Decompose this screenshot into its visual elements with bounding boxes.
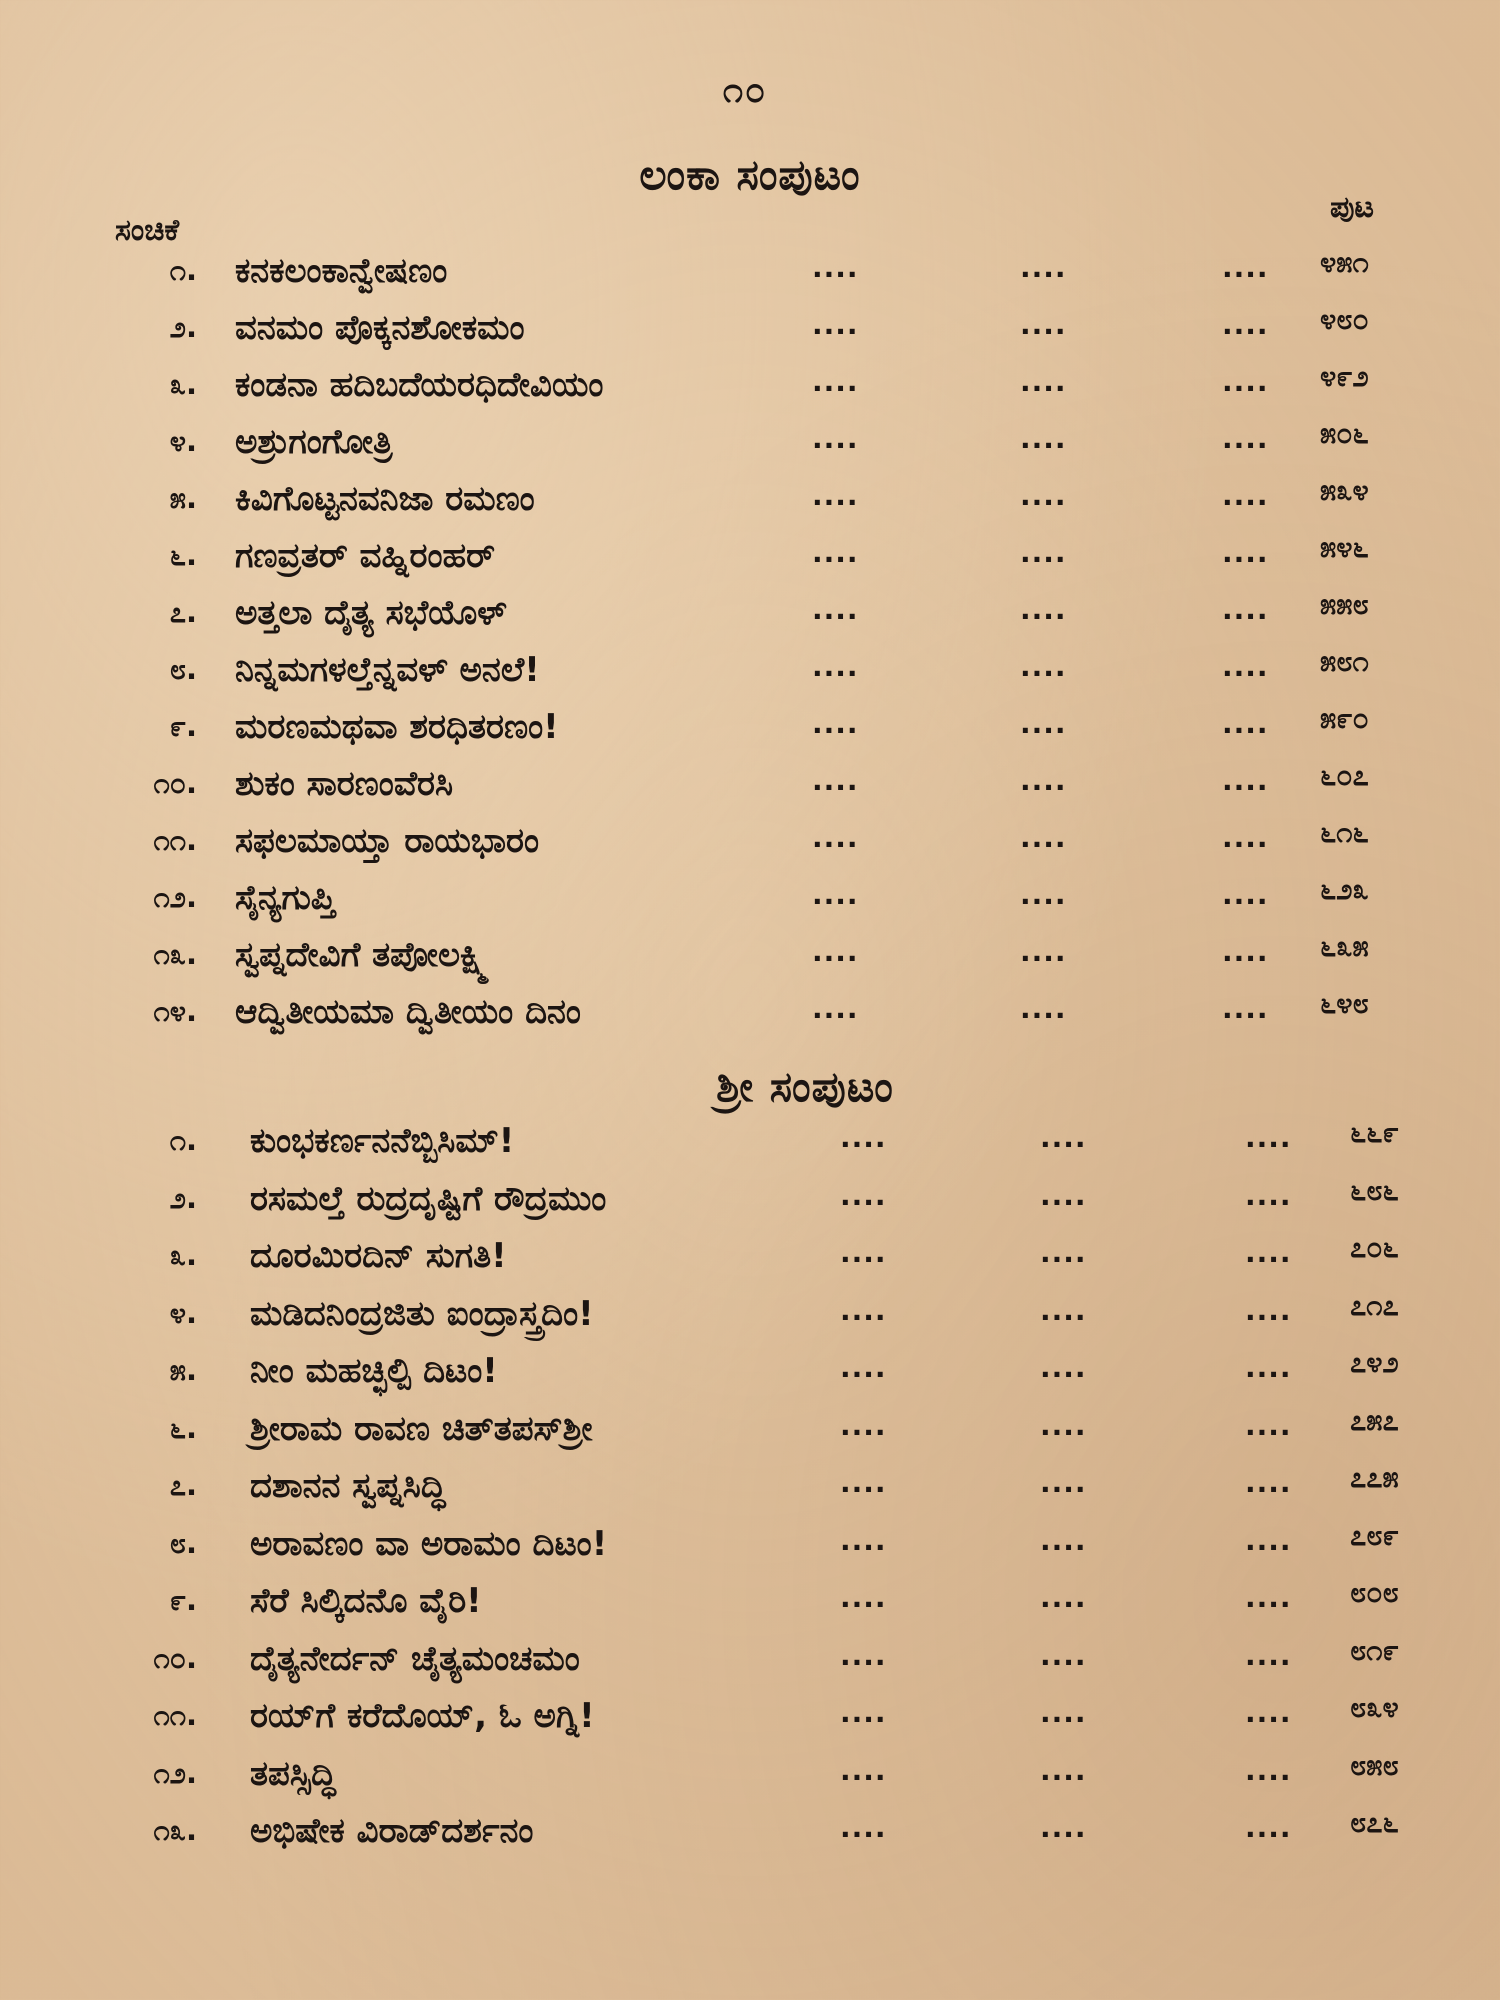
entry-title: ವನಮಂ ಪೊಕ್ಕನಶೋಕಮಂ — [235, 308, 525, 348]
item-column-header: ಸಂಚಿಕೆ — [115, 213, 180, 248]
leader-dots: .... — [840, 1811, 887, 1844]
entry-page-number: ೬೩೫ — [1320, 929, 1369, 963]
leader-dots: .... — [1020, 479, 1067, 512]
page-column-header: ಪುಟ — [1330, 190, 1375, 225]
leader-dots: .... — [1245, 1523, 1292, 1557]
entry-title: ಸ್ವಪ್ನದೇವಿಗೆ ತಪೋಲಕ್ಷ್ಮಿ — [235, 935, 489, 975]
leader-dots: .... — [812, 935, 859, 968]
leader-dots: .... — [840, 1466, 887, 1499]
leader-dots: .... — [1020, 422, 1067, 455]
leader-dots: .... — [1040, 1178, 1087, 1212]
entry-number: ೧೦. — [153, 766, 197, 800]
leader-dots: .... — [840, 1351, 887, 1384]
entry-number: ೪. — [169, 1295, 197, 1330]
entry-page-number: ೪೮೦ — [1320, 302, 1369, 336]
leader-dots: .... — [812, 821, 859, 854]
entry-title: ಶ್ರೀರಾಮ ರಾವಣ ಚಿತ್‌ತಪಸ್‌ಶ್ರೀ — [250, 1408, 593, 1449]
entry-page-number: ೮೦೮ — [1350, 1575, 1399, 1609]
leader-dots: .... — [840, 1121, 887, 1154]
entry-number: ೧೪. — [153, 994, 197, 1028]
leader-dots: .... — [840, 1293, 887, 1327]
toc-entry — [0, 758, 1500, 815]
leader-dots: .... — [840, 1638, 887, 1672]
entry-title: ಅಭಿಷೇಕ ವಿರಾಡ್‌ದರ್ಶನಂ — [250, 1811, 534, 1851]
leader-dots: .... — [1020, 935, 1067, 968]
leader-dots: .... — [1020, 251, 1067, 284]
entry-title: ಕಂಡನಾ ಹದಿಬದೆಯರಧಿದೇವಿಯಂ — [235, 365, 604, 405]
leader-dots: .... — [840, 1523, 887, 1557]
leader-dots: .... — [1020, 536, 1067, 569]
entry-page-number: ೭೮೯ — [1350, 1517, 1399, 1552]
toc-entry — [0, 701, 1500, 758]
entry-number: ೧೨. — [153, 1755, 197, 1790]
leader-dots: .... — [1040, 1121, 1087, 1154]
toc-entry — [0, 1403, 1500, 1461]
toc-entry — [0, 1345, 1500, 1403]
entry-page-number: ೬೦೭ — [1320, 758, 1369, 792]
leader-dots: .... — [1020, 650, 1067, 683]
entry-number: ೧. — [169, 253, 197, 287]
leader-dots: .... — [1245, 1581, 1292, 1614]
leader-dots: .... — [1020, 707, 1067, 740]
entry-page-number: ೭೪೨ — [1350, 1345, 1399, 1379]
entry-title: ರಸಮಲ್ತೆ ರುದ್ರದೃಷ್ಟಿಗೆ ರೌದ್ರಮುಂ — [250, 1178, 607, 1219]
toc-entry — [0, 815, 1500, 872]
leader-dots: .... — [1020, 308, 1067, 341]
leader-dots: .... — [1020, 365, 1067, 398]
leader-dots: .... — [1040, 1753, 1087, 1787]
leader-dots: .... — [1040, 1466, 1087, 1499]
entry-number: ೯. — [169, 709, 197, 743]
toc-entry — [0, 1748, 1500, 1806]
leader-dots: .... — [1222, 251, 1269, 284]
entry-page-number: ೬೬೯ — [1350, 1115, 1399, 1149]
entry-page-number: ೬೮೬ — [1350, 1172, 1399, 1207]
entry-title: ಕಿವಿಗೊಟ್ಟನವನಿಜಾ ರಮಣಂ — [235, 479, 535, 519]
leader-dots: .... — [812, 479, 859, 512]
leader-dots: .... — [840, 1408, 887, 1442]
entry-page-number: ೫೩೪ — [1320, 473, 1369, 507]
entry-page-number: ೭೫೭ — [1350, 1402, 1399, 1437]
leader-dots: .... — [812, 593, 859, 626]
entry-number: ೨. — [169, 310, 197, 344]
toc-entry — [0, 929, 1500, 986]
leader-dots: .... — [1222, 308, 1269, 341]
entry-number: ೧೩. — [153, 1813, 197, 1847]
leader-dots: .... — [812, 536, 859, 569]
leader-dots: .... — [1245, 1638, 1292, 1672]
leader-dots: .... — [1040, 1638, 1087, 1672]
entry-title: ತಪಸ್ಸಿದ್ಧಿ — [250, 1753, 336, 1794]
leader-dots: .... — [1040, 1696, 1087, 1729]
entry-number: ೧೨. — [153, 880, 197, 914]
leader-dots: .... — [812, 992, 859, 1025]
entry-number: ೯. — [169, 1583, 197, 1617]
entry-title: ಕುಂಭಕರ್ಣನನೆಬ್ಬಿಸಿಮ್! — [250, 1121, 515, 1161]
leader-dots: .... — [1222, 422, 1269, 455]
entry-number: ೩. — [169, 367, 197, 401]
page-number: ೧೦ — [722, 70, 768, 111]
leader-dots: .... — [1222, 593, 1269, 626]
leader-dots: .... — [1020, 878, 1067, 911]
leader-dots: .... — [1040, 1351, 1087, 1384]
entry-number: ೪. — [169, 424, 197, 458]
entry-page-number: ೮೫೮ — [1350, 1747, 1399, 1782]
leader-dots: .... — [840, 1696, 887, 1729]
toc-entry — [0, 473, 1500, 530]
entry-page-number: ೫೪೬ — [1320, 530, 1369, 564]
entry-page-number: ೫೫೮ — [1320, 587, 1369, 621]
entry-title: ನಿನ್ನಮಗಳಲ್ತೆನ್ನವಳ್ ಅನಲೆ! — [235, 650, 540, 690]
leader-dots: .... — [1040, 1293, 1087, 1327]
entry-title: ಶುಕಂ ಸಾರಣಂವೆರಸಿ — [235, 764, 454, 804]
entry-page-number: ೬೪೮ — [1320, 986, 1369, 1020]
entry-title: ನೀಂ ಮಹಚ್ಛಿಲ್ಪಿ ದಿಟಂ! — [250, 1351, 498, 1391]
toc-entry — [0, 416, 1500, 473]
entry-number: ೭. — [169, 1468, 197, 1502]
entry-number: ೧೦. — [153, 1640, 197, 1675]
toc-entry — [0, 986, 1500, 1043]
entry-title: ಅತ್ತಲಾ ದೈತ್ಯ ಸಭೆಯೊಳ್ — [235, 593, 507, 633]
entry-title: ಕನಕಲಂಕಾನ್ವೇಷಣಂ — [235, 251, 448, 291]
leader-dots: .... — [1245, 1293, 1292, 1327]
leader-dots: .... — [1222, 536, 1269, 569]
entry-number: ೨. — [169, 1180, 197, 1215]
leader-dots: .... — [1222, 821, 1269, 854]
entry-title: ದೂರಮಿರದಿನ್ ಸುಗತಿ! — [250, 1236, 507, 1276]
entry-number: ೬. — [169, 1410, 197, 1445]
leader-dots: .... — [1020, 593, 1067, 626]
section-title-lanka: ಲಂಕಾ ಸಂಪುಟಂ — [639, 150, 861, 199]
leader-dots: .... — [812, 764, 859, 797]
leader-dots: .... — [812, 650, 859, 683]
leader-dots: .... — [1040, 1523, 1087, 1557]
toc-entry — [0, 872, 1500, 929]
leader-dots: .... — [1222, 365, 1269, 398]
leader-dots: .... — [1222, 992, 1269, 1025]
entry-number: ೧೧. — [153, 1698, 197, 1732]
leader-dots: .... — [1245, 1466, 1292, 1499]
leader-dots: .... — [812, 707, 859, 740]
toc-entry — [0, 245, 1500, 302]
entry-title: ಸಫಲಮಾಯ್ತಾ ರಾಯಭಾರಂ — [235, 821, 540, 861]
toc-entry — [0, 1633, 1500, 1691]
entry-page-number: ೫೮೧ — [1320, 644, 1369, 678]
leader-dots: .... — [1245, 1351, 1292, 1384]
entry-number: ೫. — [169, 1353, 197, 1387]
entry-number: ೬. — [169, 538, 197, 572]
entry-page-number: ೪೯೨ — [1320, 359, 1369, 393]
toc-list-shri — [0, 1115, 1500, 1863]
toc-entry — [0, 1115, 1500, 1173]
toc-entry — [0, 1690, 1500, 1748]
entry-page-number: ೭೦೬ — [1350, 1230, 1399, 1264]
toc-entry — [0, 302, 1500, 359]
entry-title: ಸೆರೆ ಸಿಲ್ಕಿದನೊ ವೈರಿ! — [250, 1581, 482, 1621]
toc-entry — [0, 530, 1500, 587]
toc-entry — [0, 359, 1500, 416]
leader-dots: .... — [1040, 1236, 1087, 1269]
entry-page-number: ೮೭೬ — [1350, 1805, 1399, 1839]
entry-title: ದೈತ್ಯನೇರ್ದನ್ ಚೈತ್ಯಮಂಚಮಂ — [250, 1638, 580, 1679]
leader-dots: .... — [840, 1581, 887, 1614]
entry-page-number: ೫೯೦ — [1320, 701, 1369, 735]
entry-page-number: ೬೧೬ — [1320, 815, 1369, 849]
entry-number: ೩. — [169, 1238, 197, 1272]
leader-dots: .... — [812, 878, 859, 911]
leader-dots: .... — [1222, 878, 1269, 911]
entry-page-number: ೬೨೩ — [1320, 872, 1369, 906]
section-title-shri: ಶ್ರೀ ಸಂಪುಟಂ — [716, 1062, 894, 1111]
toc-entry — [0, 1230, 1500, 1288]
entry-title: ಮಡಿದನಿಂದ್ರಜಿತು ಐಂದ್ರಾಸ್ತ್ರದಿಂ! — [250, 1293, 594, 1334]
leader-dots: .... — [1020, 992, 1067, 1025]
entry-title: ಅಶ್ರುಗಂಗೋತ್ರಿ — [235, 422, 393, 462]
toc-entry — [0, 1518, 1500, 1576]
entry-title: ಆದ್ವಿತೀಯಮಾ ದ್ವಿತೀಯಂ ದಿನಂ — [235, 992, 581, 1032]
leader-dots: .... — [840, 1236, 887, 1269]
leader-dots: .... — [1040, 1811, 1087, 1844]
leader-dots: .... — [812, 308, 859, 341]
leader-dots: .... — [812, 422, 859, 455]
toc-entry — [0, 1805, 1500, 1863]
toc-list-lanka — [0, 245, 1500, 1043]
leader-dots: .... — [840, 1753, 887, 1787]
leader-dots: .... — [1245, 1811, 1292, 1844]
leader-dots: .... — [1040, 1581, 1087, 1614]
leader-dots: .... — [1222, 707, 1269, 740]
toc-entry — [0, 1460, 1500, 1518]
leader-dots: .... — [1245, 1178, 1292, 1212]
entry-page-number: ೮೧೯ — [1350, 1632, 1399, 1667]
leader-dots: .... — [1222, 935, 1269, 968]
leader-dots: .... — [1040, 1408, 1087, 1442]
entry-number: ೧೩. — [153, 937, 197, 971]
entry-number: ೭. — [169, 595, 197, 629]
entry-page-number: ೭೭೫ — [1350, 1460, 1399, 1494]
toc-entry — [0, 1288, 1500, 1346]
entry-title: ರಯ್‌ಗೆ ಕರೆದೊಯ್, ಓ ಅಗ್ನಿ! — [250, 1696, 595, 1736]
leader-dots: .... — [812, 365, 859, 398]
entry-title: ಸೈನ್ಯಗುಪ್ತಿ — [235, 878, 336, 918]
entry-title: ದಶಾನನ ಸ್ವಪ್ನಸಿದ್ಧಿ — [250, 1466, 446, 1506]
leader-dots: .... — [1245, 1121, 1292, 1154]
leader-dots: .... — [1245, 1408, 1292, 1442]
leader-dots: .... — [1222, 650, 1269, 683]
entry-number: ೮. — [169, 1525, 197, 1560]
leader-dots: .... — [1222, 764, 1269, 797]
entry-number: ೮. — [169, 652, 197, 686]
leader-dots: .... — [1245, 1753, 1292, 1787]
entry-number: ೧೧. — [153, 823, 197, 857]
toc-entry — [0, 587, 1500, 644]
entry-page-number: ೭೧೭ — [1350, 1287, 1399, 1322]
leader-dots: .... — [1245, 1236, 1292, 1269]
leader-dots: .... — [1020, 764, 1067, 797]
entry-page-number: ೪೫೧ — [1320, 245, 1369, 279]
leader-dots: .... — [1222, 479, 1269, 512]
toc-entry — [0, 1575, 1500, 1633]
leader-dots: .... — [1020, 821, 1067, 854]
entry-page-number: ೫೦೬ — [1320, 416, 1369, 450]
toc-entry — [0, 1173, 1500, 1231]
entry-page-number: ೮೩೪ — [1350, 1690, 1399, 1724]
entry-number: ೫. — [169, 481, 197, 515]
leader-dots: .... — [1245, 1696, 1292, 1729]
entry-title: ಅರಾವಣಂ ವಾ ಅರಾಮಂ ದಿಟಂ! — [250, 1523, 608, 1564]
leader-dots: .... — [840, 1178, 887, 1212]
entry-title: ಮರಣಮಥವಾ ಶರಧಿತರಣಂ! — [235, 707, 559, 747]
toc-entry — [0, 644, 1500, 701]
entry-number: ೧. — [169, 1123, 197, 1157]
leader-dots: .... — [812, 251, 859, 284]
entry-title: ಗಣವ್ರತರ್ ವಹ್ನಿರಂಹರ್ — [235, 536, 496, 576]
